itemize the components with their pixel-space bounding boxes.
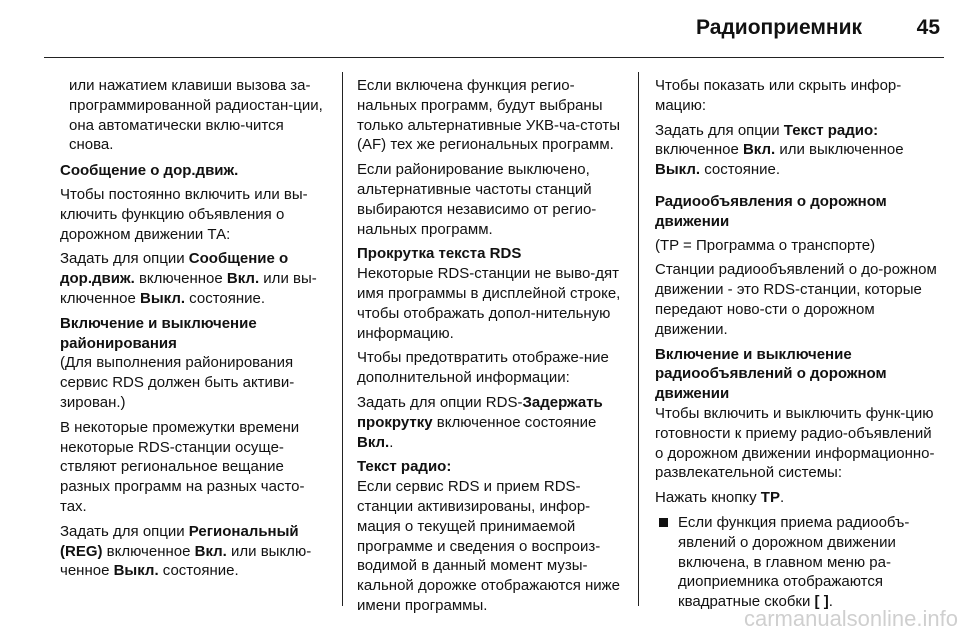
column-divider-2: [638, 72, 639, 606]
paragraph: Задать для опции RDS-Задержать прокрутку включенное состояние Вкл..: [357, 393, 603, 451]
column-divider-1: [342, 72, 343, 606]
paragraph: Чтобы показать или скрыть инфор-мацию:: [655, 77, 902, 114]
paragraph: Станции радиообъявлений о до-рожном движении - это RDS-станции, которые передают ново-сти о дорожном движении.: [655, 261, 937, 338]
section-heading: Прокрутка текста RDS: [357, 245, 522, 263]
square-bullet-icon: [659, 518, 668, 527]
column-3: [655, 76, 940, 612]
paragraph: (Для выполнения районирования сервис RDS должен быть активи-зирован.): [60, 354, 295, 411]
paragraph: или нажатием клавиши вызова за-программированной радиостан-ции, она автоматически вклю-чится снова.: [69, 77, 323, 154]
paragraph: (TP = Программа о транспорте): [655, 236, 876, 254]
paragraph: Задать для опции Сообщение о дор.движ. включенное Вкл. или вы-ключенное Выкл. состояние.: [60, 250, 317, 307]
paragraph: Если сервис RDS и прием RDS-станции активизированы, инфор-мация о текущей принимаемой программе и сведения о воспроиз-водимой в данный момент музы-кальной дорожке отображаются ниже имени программы.: [357, 478, 621, 614]
header-rule: [44, 57, 944, 58]
page-number: 45: [916, 16, 940, 39]
paragraph: Если районирование выключено, альтернативные частоты станций выбираются независимо от регио-нальных программ.: [357, 161, 597, 238]
paragraph: Задать для опции Региональный (REG) включенное Вкл. или выклю-ченное Выкл. состояние.: [60, 522, 312, 580]
list-item: [655, 513, 940, 612]
paragraph: Чтобы постоянно включить или вы-ключить функцию объявления о дорожном движении ТА:: [60, 185, 308, 243]
paragraph: В некоторые промежутки времени некоторые RDS-станции осуще-ствляют региональное вещание разных программ на разных часто-тах.: [60, 418, 305, 515]
section-heading: Радиообъявления о дорожном движении: [655, 192, 887, 230]
paragraph: Некоторые RDS-станции не выво-дят имя программы в дисплейной строке, чтобы отображать допол-нительную информацию.: [357, 265, 621, 342]
section-heading: Сообщение о дор.движ.: [60, 162, 239, 180]
column-2: [357, 76, 629, 621]
paragraph: Чтобы включить и выключить функ-цию готовности к приему радио-объявлений о дорожном движении информационно-развлекательной системы:: [655, 404, 935, 482]
section-heading: Включение и выключение районирования: [60, 314, 257, 352]
page-title: Радиоприемник: [696, 16, 862, 39]
paragraph: Чтобы предотвратить отображе-ние дополнительной информации:: [357, 349, 609, 387]
section-heading: Текст радио:: [357, 458, 452, 476]
section-heading: Включение и выключение радиообъявлений о дорожном движении: [655, 345, 887, 403]
watermark-link[interactable]: carmanualsonline.info: [743, 606, 958, 631]
paragraph: Задать для опции Текст радио: включенное Вкл. или выключенное Выкл. состояние.: [655, 121, 904, 179]
paragraph: Нажать кнопку TP.: [655, 489, 785, 507]
column-1: [60, 76, 330, 586]
list-item-text: Если функция приема радиообъ-явлений о дорожном движении включена, в главном меню ра-диоприемника отображаются квадратные скобки [ ].: [678, 513, 910, 611]
paragraph: Если включена функция регио-нальных программ, будут выбраны только альтернативные УКВ-ча-стоты (AF) тех же региональных программ.: [357, 77, 621, 154]
